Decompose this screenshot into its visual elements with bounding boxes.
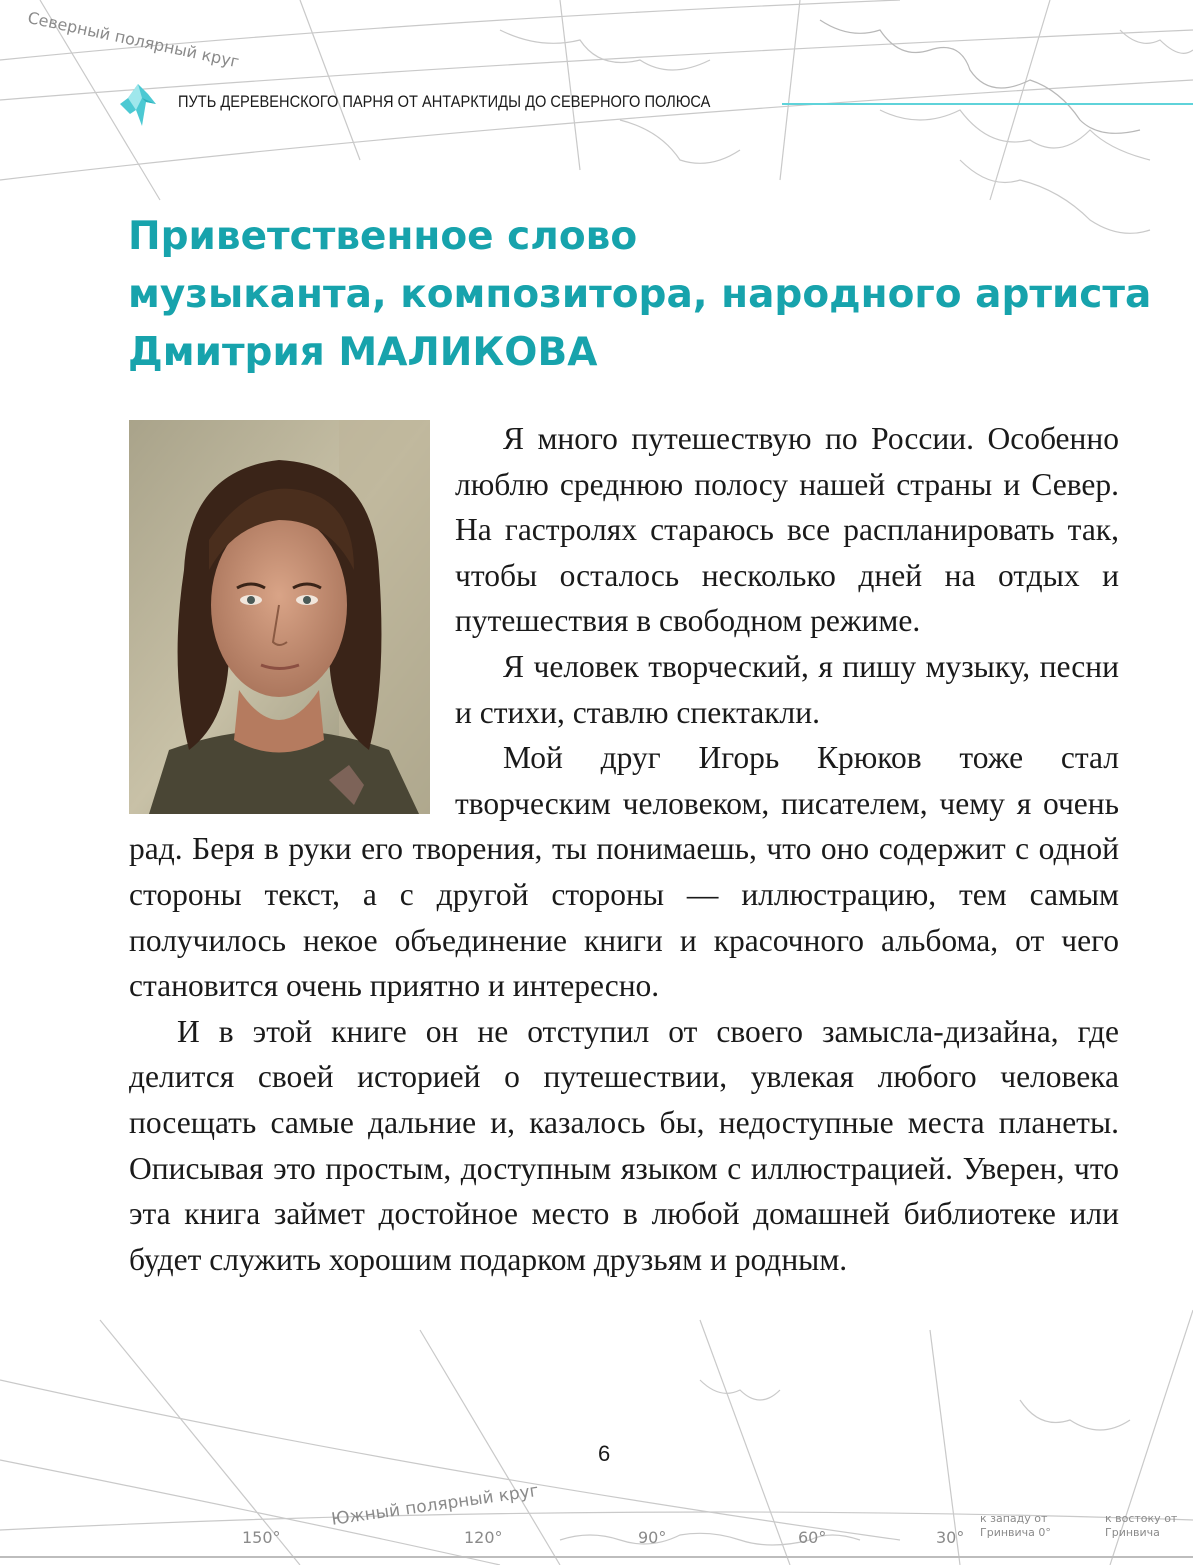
photo-float-spacer xyxy=(129,416,455,824)
map-label-90: 90° xyxy=(638,1528,667,1547)
title-line-3: Дмитрия МАЛИКОВА xyxy=(128,330,598,375)
page-number: 6 xyxy=(598,1441,611,1466)
title-line-1: Приветственное слово xyxy=(128,214,638,259)
paragraph-3: Мой друг Игорь Крюков тоже стал творческим человеком, писателем, чему я очень рад. Беря в руки его творения, ты понимаешь, что оно содержит с одной стороны текст, а с другой стороны — иллюстрацию, тем самым получилось некое объединение книги и красочного альбома, от чего становится очень приятно и интересно. xyxy=(129,740,1119,1004)
running-header xyxy=(118,80,1193,130)
map-label-150: 150° xyxy=(242,1528,281,1547)
map-label-120: 120° xyxy=(464,1528,503,1547)
title-line-2: музыканта, композитора, народного артиста xyxy=(128,272,1152,317)
paragraph-1: Я много путешествую по России. Особенно люблю среднюю полосу нашей страны и Север. На гастролях стараюсь все распланировать так, чтобы осталось несколько дней на отдых и путешествия в свободном режиме. xyxy=(455,421,1119,639)
iceberg-icon xyxy=(118,80,158,128)
header-rule xyxy=(782,103,1193,105)
running-title: ПУТЬ ДЕРЕВЕНСКОГО ПАРНЯ ОТ АНТАРКТИДЫ ДО СЕВЕРНОГО ПОЛЮСА xyxy=(178,92,711,111)
paragraph-2: Я человек творческий, я пишу музыку, песни и стихи, ставлю спектакли. xyxy=(455,648,1119,730)
article-body xyxy=(129,416,1119,1282)
page-title xyxy=(128,208,1152,382)
map-label-antarctic-circle: Южный полярный круг xyxy=(330,1480,540,1530)
paragraph-4: И в этой книге он не отступил от своего замысла-дизайна, где делится своей историей о путешествии, увлекая любого человека посещать самые дальние и, казалось бы, недоступные места планеты. Описывая это простым, доступным языком с иллюстрацией. Уверен, что эта книга займет достойное место в любой домашней библиотеке или будет служить хорошим подарком друзьям и родным. xyxy=(129,1013,1119,1277)
map-label-60: 60° xyxy=(798,1528,827,1547)
map-label-east-greenwich: к востоку от Гринвича xyxy=(1105,1512,1178,1539)
map-label-west-greenwich: к западу от Гринвича 0° xyxy=(980,1512,1051,1539)
map-label-arctic-circle: Северный полярный круг xyxy=(26,8,241,72)
map-label-30: 30° xyxy=(936,1528,965,1547)
